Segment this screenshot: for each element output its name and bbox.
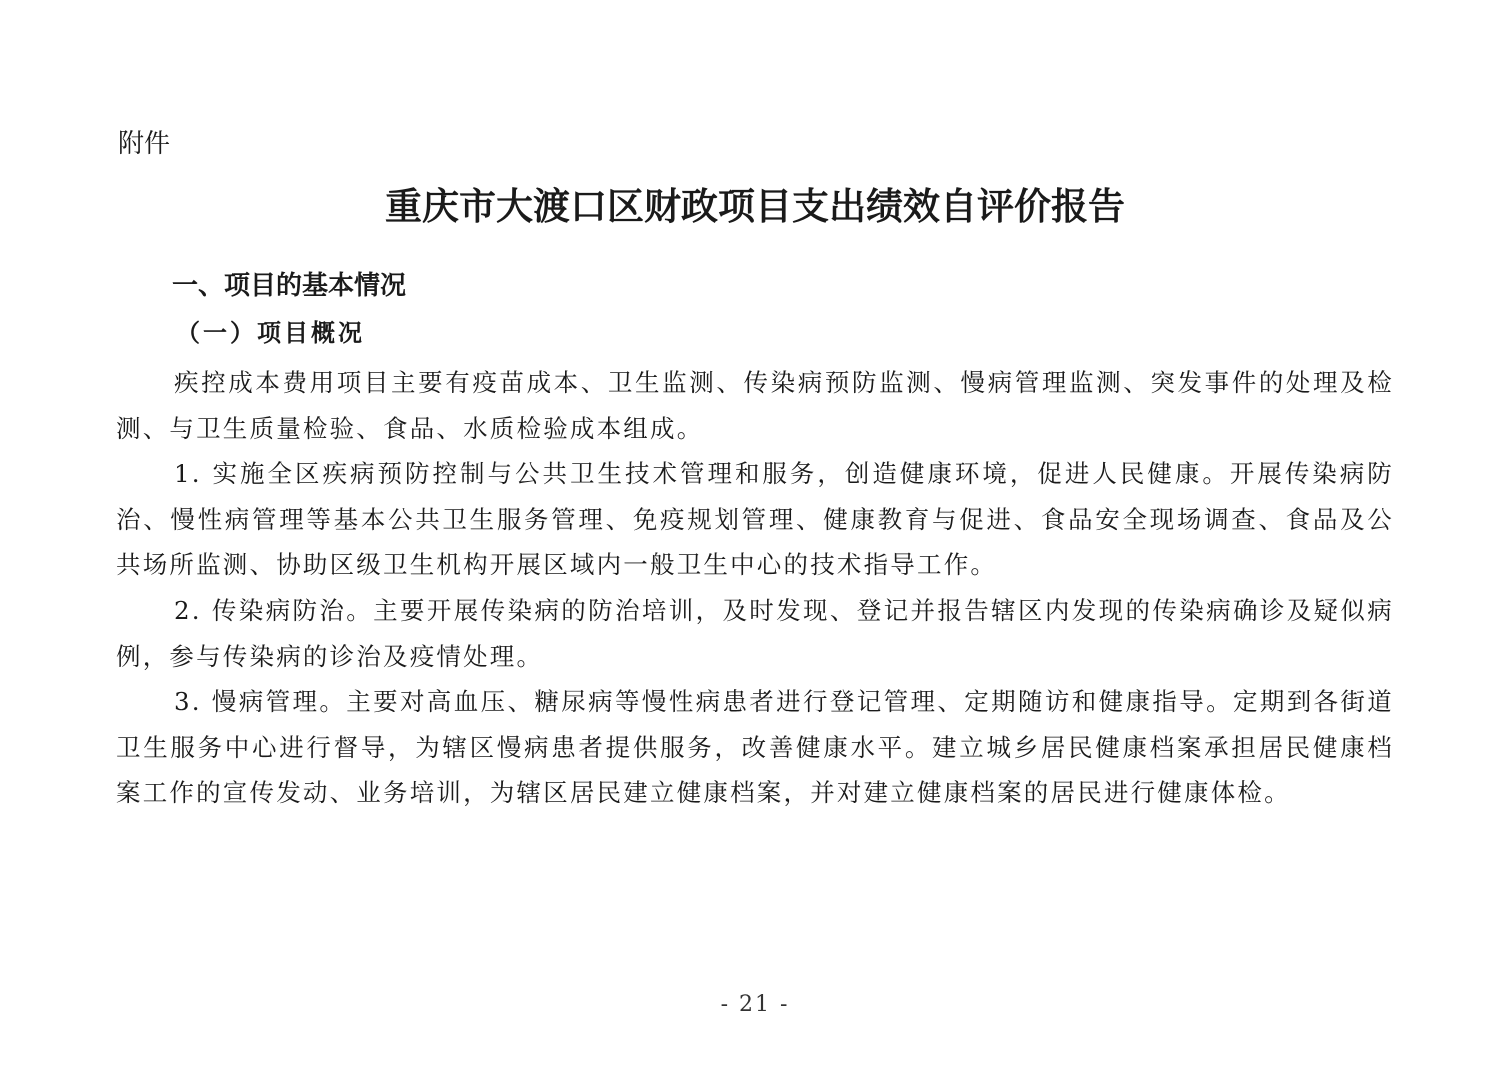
paragraph-item-2: 2. 传染病防治。主要开展传染病的防治培训，及时发现、登记并报告辖区内发现的传染病确诊及疑似病例，参与传染病的诊治及疫情处理。 <box>116 596 1394 671</box>
section-heading: 一、项目的基本情况 <box>172 271 407 301</box>
attachment-label: 附件 <box>118 129 171 159</box>
sub-heading: （一）项目概况 <box>176 318 365 347</box>
paragraph-item-1: 1. 实施全区疾病预防控制与公共卫生技术管理和服务，创造健康环境，促进人民健康。开展传染病防治、慢性病管理等基本公共卫生服务管理、免疫规划管理、健康教育与促进、食品安全现场调查、食品及公共场所监测、协助区级卫生机构开展区域内一般卫生中心的技术指导工作。 <box>116 459 1394 579</box>
paragraph-item-3: 3. 慢病管理。主要对高血压、糖尿病等慢性病患者进行登记管理、定期随访和健康指导。定期到各街道卫生服务中心进行督导，为辖区慢病患者提供服务，改善健康水平。建立城乡居民健康档案承担居民健康档案工作的宣传发动、业务培训，为辖区居民建立健康档案，并对建立健康档案的居民进行健康体检。 <box>116 687 1394 807</box>
page-number: - 21 - <box>720 992 790 1017</box>
document-title: 重庆市大渡口区财政项目支出绩效自评价报告 <box>385 184 1125 228</box>
paragraph-overview: 疾控成本费用项目主要有疫苗成本、卫生监测、传染病预防监测、慢病管理监测、突发事件的处理及检测、与卫生质量检验、食品、水质检验成本组成。 <box>116 368 1394 443</box>
